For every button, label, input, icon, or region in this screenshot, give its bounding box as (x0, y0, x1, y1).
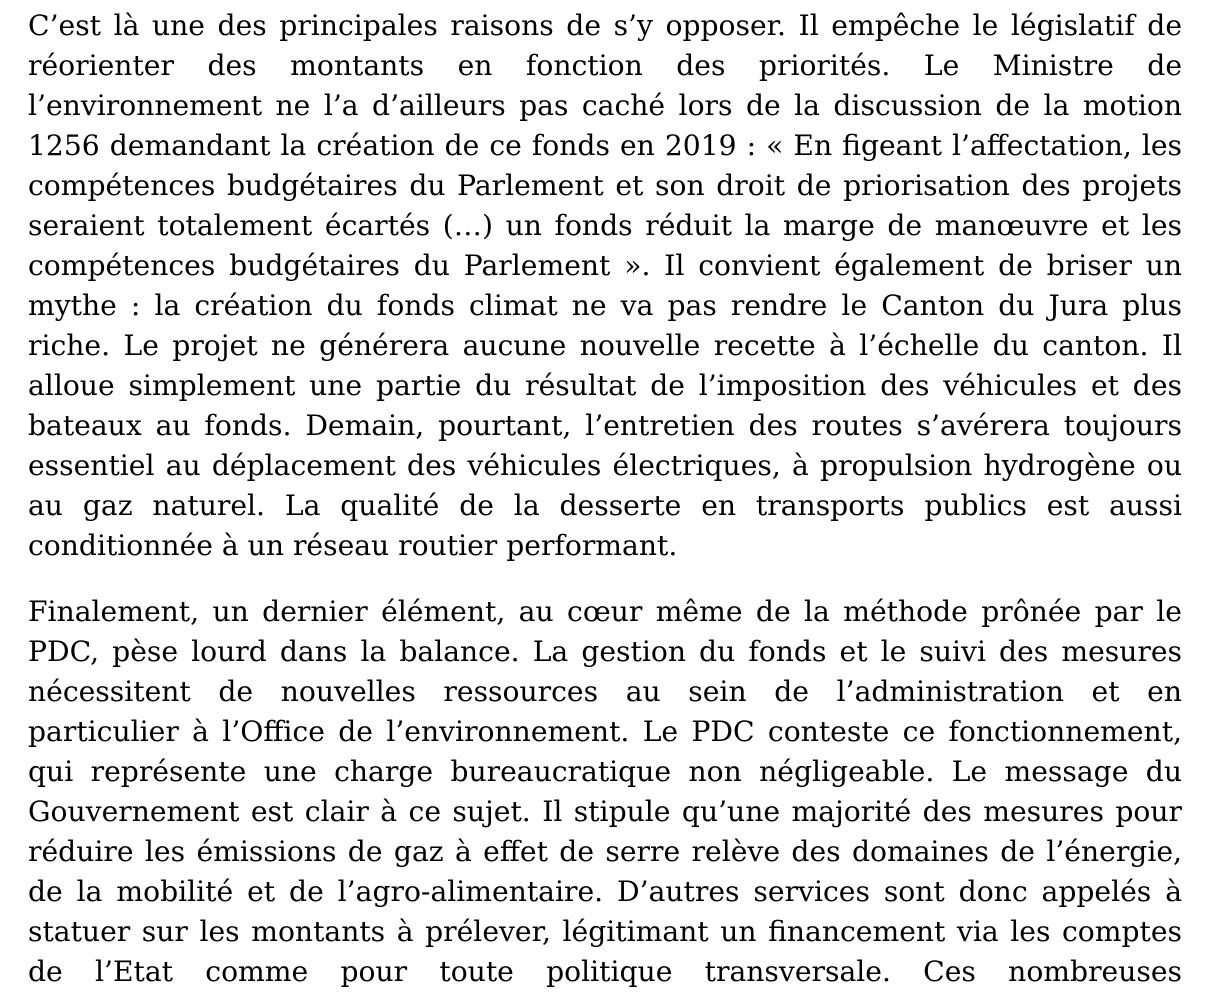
paragraph-line: de l’Etat comme pour toute politique transversale. Ces nombreuses (28, 955, 1182, 988)
paragraph-line: seraient totalement écartés (…) un fonds réduit la marge de manœuvre et les (28, 209, 1182, 242)
document-page (28, 6, 1182, 992)
paragraph-line: l’environnement ne l’a d’ailleurs pas caché lors de la discussion de la motion (28, 89, 1182, 122)
paragraph-2 (28, 592, 1182, 992)
paragraph-line: essentiel au déplacement des véhicules électriques, à propulsion hydrogène ou (28, 449, 1182, 482)
paragraph-line: mythe : la création du fonds climat ne va pas rendre le Canton du Jura plus (28, 289, 1182, 322)
paragraph-line: C’est là une des principales raisons de s’y opposer. Il empêche le législatif de (28, 9, 1182, 42)
paragraph-line: conditionnée à un réseau routier performant. (28, 529, 678, 562)
paragraph-line: au gaz naturel. La qualité de la desserte en transports publics est aussi (28, 489, 1182, 522)
paragraph-1 (28, 6, 1182, 566)
paragraph-line: 1256 demandant la création de ce fonds en 2019 : « En figeant l’affectation, les (28, 129, 1182, 162)
paragraph-line: nécessitent de nouvelles ressources au sein de l’administration et en (28, 675, 1182, 708)
paragraph-line: bateaux au fonds. Demain, pourtant, l’entretien des routes s’avérera toujours (28, 409, 1182, 442)
paragraph-line: alloue simplement une partie du résultat de l’imposition des véhicules et des (28, 369, 1182, 402)
paragraph-line: particulier à l’Office de l’environnement. Le PDC conteste ce fonctionnement, (28, 715, 1182, 748)
paragraph-line: riche. Le projet ne générera aucune nouvelle recette à l’échelle du canton. Il (28, 329, 1182, 362)
paragraph-line: réduire les émissions de gaz à effet de serre relève des domaines de l’énergie, (28, 835, 1182, 868)
paragraph-line: réorienter des montants en fonction des priorités. Le Ministre de (28, 49, 1182, 82)
paragraph-line: PDC, pèse lourd dans la balance. La gestion du fonds et le suivi des mesures (28, 635, 1182, 668)
paragraph-line: compétences budgétaires du Parlement ». Il convient également de briser un (28, 249, 1182, 282)
paragraph-line: Gouvernement est clair à ce sujet. Il stipule qu’une majorité des mesures pour (28, 795, 1182, 828)
paragraph-line: statuer sur les montants à prélever, légitimant un financement via les comptes (28, 915, 1182, 948)
paragraph-line: de la mobilité et de l’agro-alimentaire. D’autres services sont donc appelés à (28, 875, 1182, 908)
paragraph-line: compétences budgétaires du Parlement et son droit de priorisation des projets (28, 169, 1182, 202)
paragraph-line: Finalement, un dernier élément, au cœur même de la méthode prônée par le (28, 595, 1182, 628)
paragraph-line: qui représente une charge bureaucratique non négligeable. Le message du (28, 755, 1182, 788)
